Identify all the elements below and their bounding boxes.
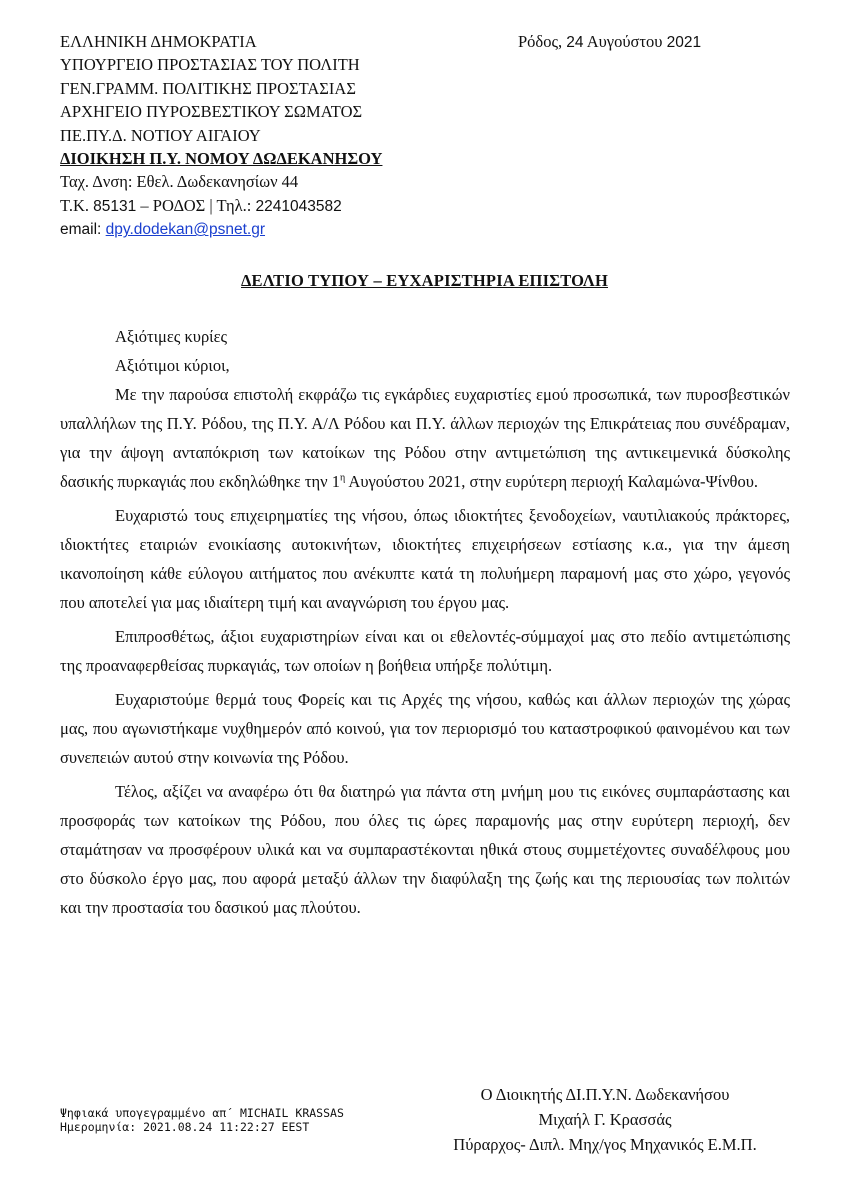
date-day: 24 <box>566 34 584 51</box>
letterhead-line: ΠΕ.ΠΥ.Δ. ΝΟΤΙΟΥ ΑΙΓΑΙΟΥ <box>60 125 261 145</box>
paragraph: Τέλος, αξίζει να αναφέρω ότι θα διατηρώ για πάντα στη μνήμη μου τις εικόνες συμπαράστασης και προσφοράς των κατοίκων της Ρόδου, που όλες τις ώρες παραμονής μας στην ευρύτερη περιοχή, δεν σταμάτησαν να προσφέρουν υλικά και να συμπαραστέκονται ηθικά στους συμμετέχοντες συναδέλφους μου στο δύσκολο έργο μας, που αφορά μεταξύ άλλων την διαφύλαξη της ζωής και της περιουσίας των πολιτών και την προστασία του δασικού μας πλούτου. <box>60 782 790 917</box>
letterhead-line: ΑΡΧΗΓΕΙΟ ΠΥΡΟΣΒΕΣΤΙΚΟΥ ΣΩΜΑΤΟΣ <box>60 102 363 122</box>
date-year: 2021 <box>666 34 702 51</box>
email-line <box>60 218 480 241</box>
date-month: Αυγούστου <box>583 32 667 51</box>
phone-label: Τηλ.: <box>216 195 256 215</box>
date-place: Ρόδος, <box>518 32 567 51</box>
email-label: email: <box>60 221 106 239</box>
postal-prefix: Τ.Κ. <box>60 195 94 215</box>
phone-number: 2241043582 <box>255 197 342 215</box>
signature-block <box>420 1082 790 1157</box>
letterhead <box>60 30 480 242</box>
letterhead-line: ΓΕΝ.ΓΡΑΜΜ. ΠΟΛΙΤΙΚΗΣ ΠΡΟΣΤΑΣΙΑΣ <box>60 78 356 98</box>
ordinal-suffix: η <box>339 472 346 484</box>
digital-signature-date: Ημερομηνία: 2021.08.24 11:22:27 EEST <box>60 1120 310 1134</box>
email-link[interactable]: dpy.dodekan@psnet.gr <box>105 221 266 239</box>
letterhead-line: ΥΠΟΥΡΓΕΙΟ ΠΡΟΣΤΑΣΙΑΣ ΤΟΥ ΠΟΛΙΤΗ <box>60 55 360 75</box>
document-title: ΔΕΛΤΙΟ ΤΥΠΟΥ – ΕΥΧΑΡΙΣΤΗΡΙΑ ΕΠΙΣΤΟΛΗ <box>241 271 608 290</box>
signature-rank: Πύραρχος- Διπλ. Μηχ/γος Μηχανικός Ε.Μ.Π. <box>453 1135 757 1154</box>
document-date <box>518 30 701 54</box>
signature-title: Ο Διοικητής ΔΙ.Π.Υ.Ν. Δωδεκανήσου <box>480 1085 730 1104</box>
salutation: Αξιότιμες κυρίες <box>115 327 228 346</box>
paragraph-text: Με την παρούσα επιστολή εκφράζω τις εγκάρδιες ευχαριστίες εμού προσωπικά, των πυροσβεστικών υπαλλήλων της Π.Υ. Ρόδου, της Π.Υ. Α/Λ Ρόδου και Π.Υ. άλλων περιοχών της Επικράτειας που συνέδραμαν, για την άψογη ανταπόκριση των κατοίκων της Ρόδου στην αντιμετώπιση της αντικειμενικά δύσκολης δασικής πυρκαγιάς που εκδηλώθηκε την 1 <box>60 385 790 491</box>
postal-phone-line <box>60 194 480 218</box>
address-line: Ταχ. Δνση: Εθελ. Δωδεκανησίων 44 <box>60 172 299 192</box>
digital-signature-signer: Ψηφιακά υπογεγραμμένο απ΄ MICHAIL KRASSAS <box>60 1106 344 1120</box>
department-name: ΔΙΟΙΚΗΣΗ Π.Υ. ΝΟΜΟΥ ΔΩΔΕΚΑΝΗΣΟΥ <box>60 149 383 169</box>
paragraph <box>60 380 790 496</box>
letter-body <box>60 322 790 927</box>
paragraph: Ευχαριστούμε θερμά τους Φορείς και τις Αρχές της νήσου, καθώς και άλλων περιοχών της χώρας μας, που αγωνιστήκαμε νυχθημερόν από κοινού, για τον περιορισμό του καταστροφικού φαινομένου και των συνεπειών αυτού στην κοινωνία της Ρόδου. <box>60 690 790 767</box>
digital-signature <box>60 1106 344 1134</box>
postal-code: 85131 <box>93 197 137 215</box>
paragraph-text: Αυγούστου 2021, στην ευρύτερη περιοχή Καλαμώνα-Ψίνθου. <box>345 472 758 491</box>
paragraph: Επιπροσθέτως, άξιοι ευχαριστηρίων είναι και οι εθελοντές-σύμμαχοί μας στο πεδίο αντιμετώπισης της προαναφερθείσας πυρκαγιάς, των οποίων η βοήθεια υπήρξε πολύτιμη. <box>60 627 790 675</box>
postal-city: – ΡΟΔΟΣ | <box>136 195 217 215</box>
signature-name: Μιχαήλ Γ. Κρασσάς <box>538 1110 672 1129</box>
paragraph: Ευχαριστώ τους επιχειρηματίες της νήσου, όπως ιδιοκτήτες ξενοδοχείων, ναυτιλιακούς πράκτορες, ιδιοκτήτες εταιριών ενοικίασης αυτοκινήτων, ιδιοκτήτες επιχειρήσεων εστίασης κ.α., για την άμεση ικανοποίηση κάθε εύλογου αιτήματος που ανέκυπτε κατά τη πολυήμερη παραμονή μας στο χώρο, γεγονός που αποτελεί για μας ιδιαίτερη τιμή και αναγνώριση του έργου μας. <box>60 506 790 612</box>
letterhead-line: ΕΛΛΗΝΙΚΗ ΔΗΜΟΚΡΑΤΙΑ <box>60 32 257 51</box>
salutation: Αξιότιμοι κύριοι, <box>115 356 230 375</box>
